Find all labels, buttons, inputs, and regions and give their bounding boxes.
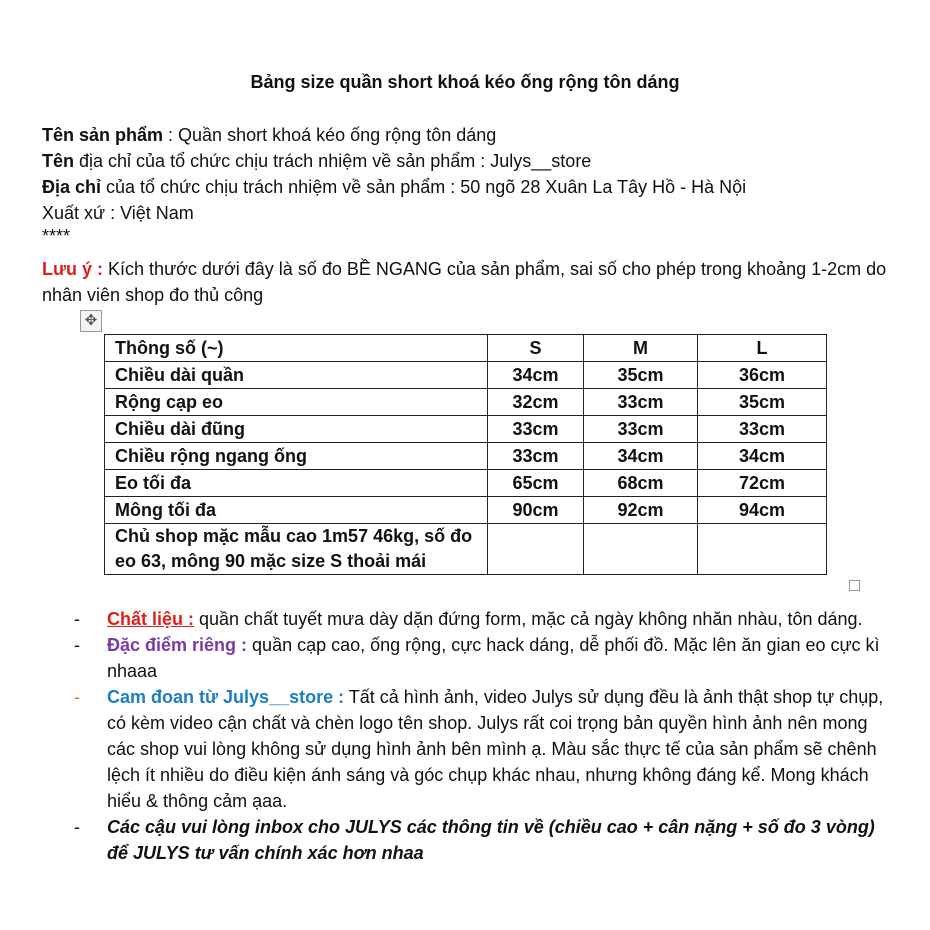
row-label: Eo tối đa xyxy=(105,470,488,497)
table-row-model-note xyxy=(105,524,827,575)
size-value xyxy=(698,524,827,575)
address-label: Địa chỉ xyxy=(42,177,102,197)
header-cell: Thông số (~) xyxy=(105,335,488,362)
table-row xyxy=(105,470,827,497)
size-value: 35cm xyxy=(698,389,827,416)
org-name-value: địa chỉ của tổ chức chịu trách nhiệm về sản phẩm : Julys__store xyxy=(74,151,592,171)
page-title: Bảng size quần short khoá kéo ống rộng tôn dáng xyxy=(250,72,680,92)
inbox-text: Các cậu vui lòng inbox cho JULYS các thông tin về (chiều cao + cân nặng + số đo 3 vòng) để JULYS tư vấn chính xác hơn nhaa xyxy=(107,817,875,863)
size-value: 35cm xyxy=(584,362,698,389)
size-value: 33cm xyxy=(698,416,827,443)
header-cell: S xyxy=(488,335,584,362)
row-label: Mông tối đa xyxy=(105,497,488,524)
table-row xyxy=(105,362,827,389)
size-value: 72cm xyxy=(698,470,827,497)
product-info xyxy=(42,122,902,246)
stars-separator: **** xyxy=(42,226,71,246)
size-value: 68cm xyxy=(584,470,698,497)
address-line xyxy=(42,174,902,200)
list-item-material xyxy=(0,606,887,632)
size-value: 92cm xyxy=(584,497,698,524)
table-row xyxy=(105,443,827,470)
bullet-dash: - xyxy=(74,817,80,837)
header-cell: M xyxy=(584,335,698,362)
resize-handle-icon[interactable] xyxy=(849,580,860,591)
size-table xyxy=(104,334,827,575)
header-cell: L xyxy=(698,335,827,362)
table-header-row xyxy=(105,335,827,362)
size-value: 33cm xyxy=(488,416,584,443)
product-name-line xyxy=(42,122,902,148)
size-value: 34cm xyxy=(488,362,584,389)
feature-label: Đặc điểm riêng : xyxy=(107,635,248,655)
bullet-dash: - xyxy=(74,609,80,629)
promise-text: Tất cả hình ảnh, video Julys sử dụng đều là ảnh thật shop tự chụp, có kèm video cận chất và chèn logo tên shop. Julys rất coi trọng bản quyền hình ảnh nên mong các shop vui lòng không sử dụng hình ảnh bên mình ạ. Màu sắc thực tế của sản phẩm sẽ chênh lệch ít nhiều do điều kiện ánh sáng và góc chụp khác nhau, nhưng không đáng kể. Mong khách hiểu & thông cảm ạaa. xyxy=(107,687,884,811)
note-text: Kích thước dưới đây là số đo BỀ NGANG của sản phẩm, sai số cho phép trong khoảng 1-2cm do nhân viên shop đo thủ công xyxy=(42,259,887,305)
list-item-promise xyxy=(0,684,887,814)
size-value xyxy=(584,524,698,575)
size-value: 36cm xyxy=(698,362,827,389)
size-value: 34cm xyxy=(698,443,827,470)
list-item-inbox xyxy=(0,814,887,866)
row-label: Chiều rộng ngang ống xyxy=(105,443,488,470)
size-value: 33cm xyxy=(488,443,584,470)
size-value: 32cm xyxy=(488,389,584,416)
row-label: Chiều dài quần xyxy=(105,362,488,389)
size-value: 33cm xyxy=(584,389,698,416)
size-value: 33cm xyxy=(584,416,698,443)
table-row xyxy=(105,389,827,416)
size-value xyxy=(488,524,584,575)
size-value: 94cm xyxy=(698,497,827,524)
bullet-dash: - xyxy=(74,687,80,707)
table-row xyxy=(105,416,827,443)
size-value: 65cm xyxy=(488,470,584,497)
bullet-dash: - xyxy=(74,635,80,655)
origin-line: Xuất xứ : Việt Nam xyxy=(42,203,194,223)
material-text: quần chất tuyết mưa dày dặn đứng form, mặc cả ngày không nhăn nhàu, tôn dáng. xyxy=(194,609,863,629)
size-value: 34cm xyxy=(584,443,698,470)
note-label: Lưu ý : xyxy=(42,259,104,279)
product-name-label: Tên sản phẩm xyxy=(42,125,164,145)
details-list xyxy=(0,606,887,866)
list-item-feature xyxy=(0,632,887,684)
size-value: 90cm xyxy=(488,497,584,524)
measurement-note xyxy=(42,256,897,308)
row-label: Rộng cạp eo xyxy=(105,389,488,416)
address-value: của tổ chức chịu trách nhiệm về sản phẩm : 50 ngõ 28 Xuân La Tây Hồ - Hà Nội xyxy=(101,177,747,197)
move-handle-icon[interactable]: ✥ xyxy=(80,310,102,332)
org-name-label: Tên xyxy=(42,151,75,171)
feature-text: quần cạp cao, ống rộng, cực hack dáng, dễ phối đồ. Mặc lên ăn gian eo cực kì nhaaa xyxy=(107,635,880,681)
org-name-line xyxy=(42,148,902,174)
product-name-value: : Quần short khoá kéo ống rộng tôn dáng xyxy=(163,125,497,145)
table-row xyxy=(105,497,827,524)
promise-label: Cam đoan từ Julys__store : xyxy=(107,687,345,707)
material-label: Chất liệu : xyxy=(107,609,195,629)
row-label: Chiều dài đũng xyxy=(105,416,488,443)
model-note-cell: Chủ shop mặc mẫu cao 1m57 46kg, số đo eo 63, mông 90 mặc size S thoải mái xyxy=(105,524,488,575)
